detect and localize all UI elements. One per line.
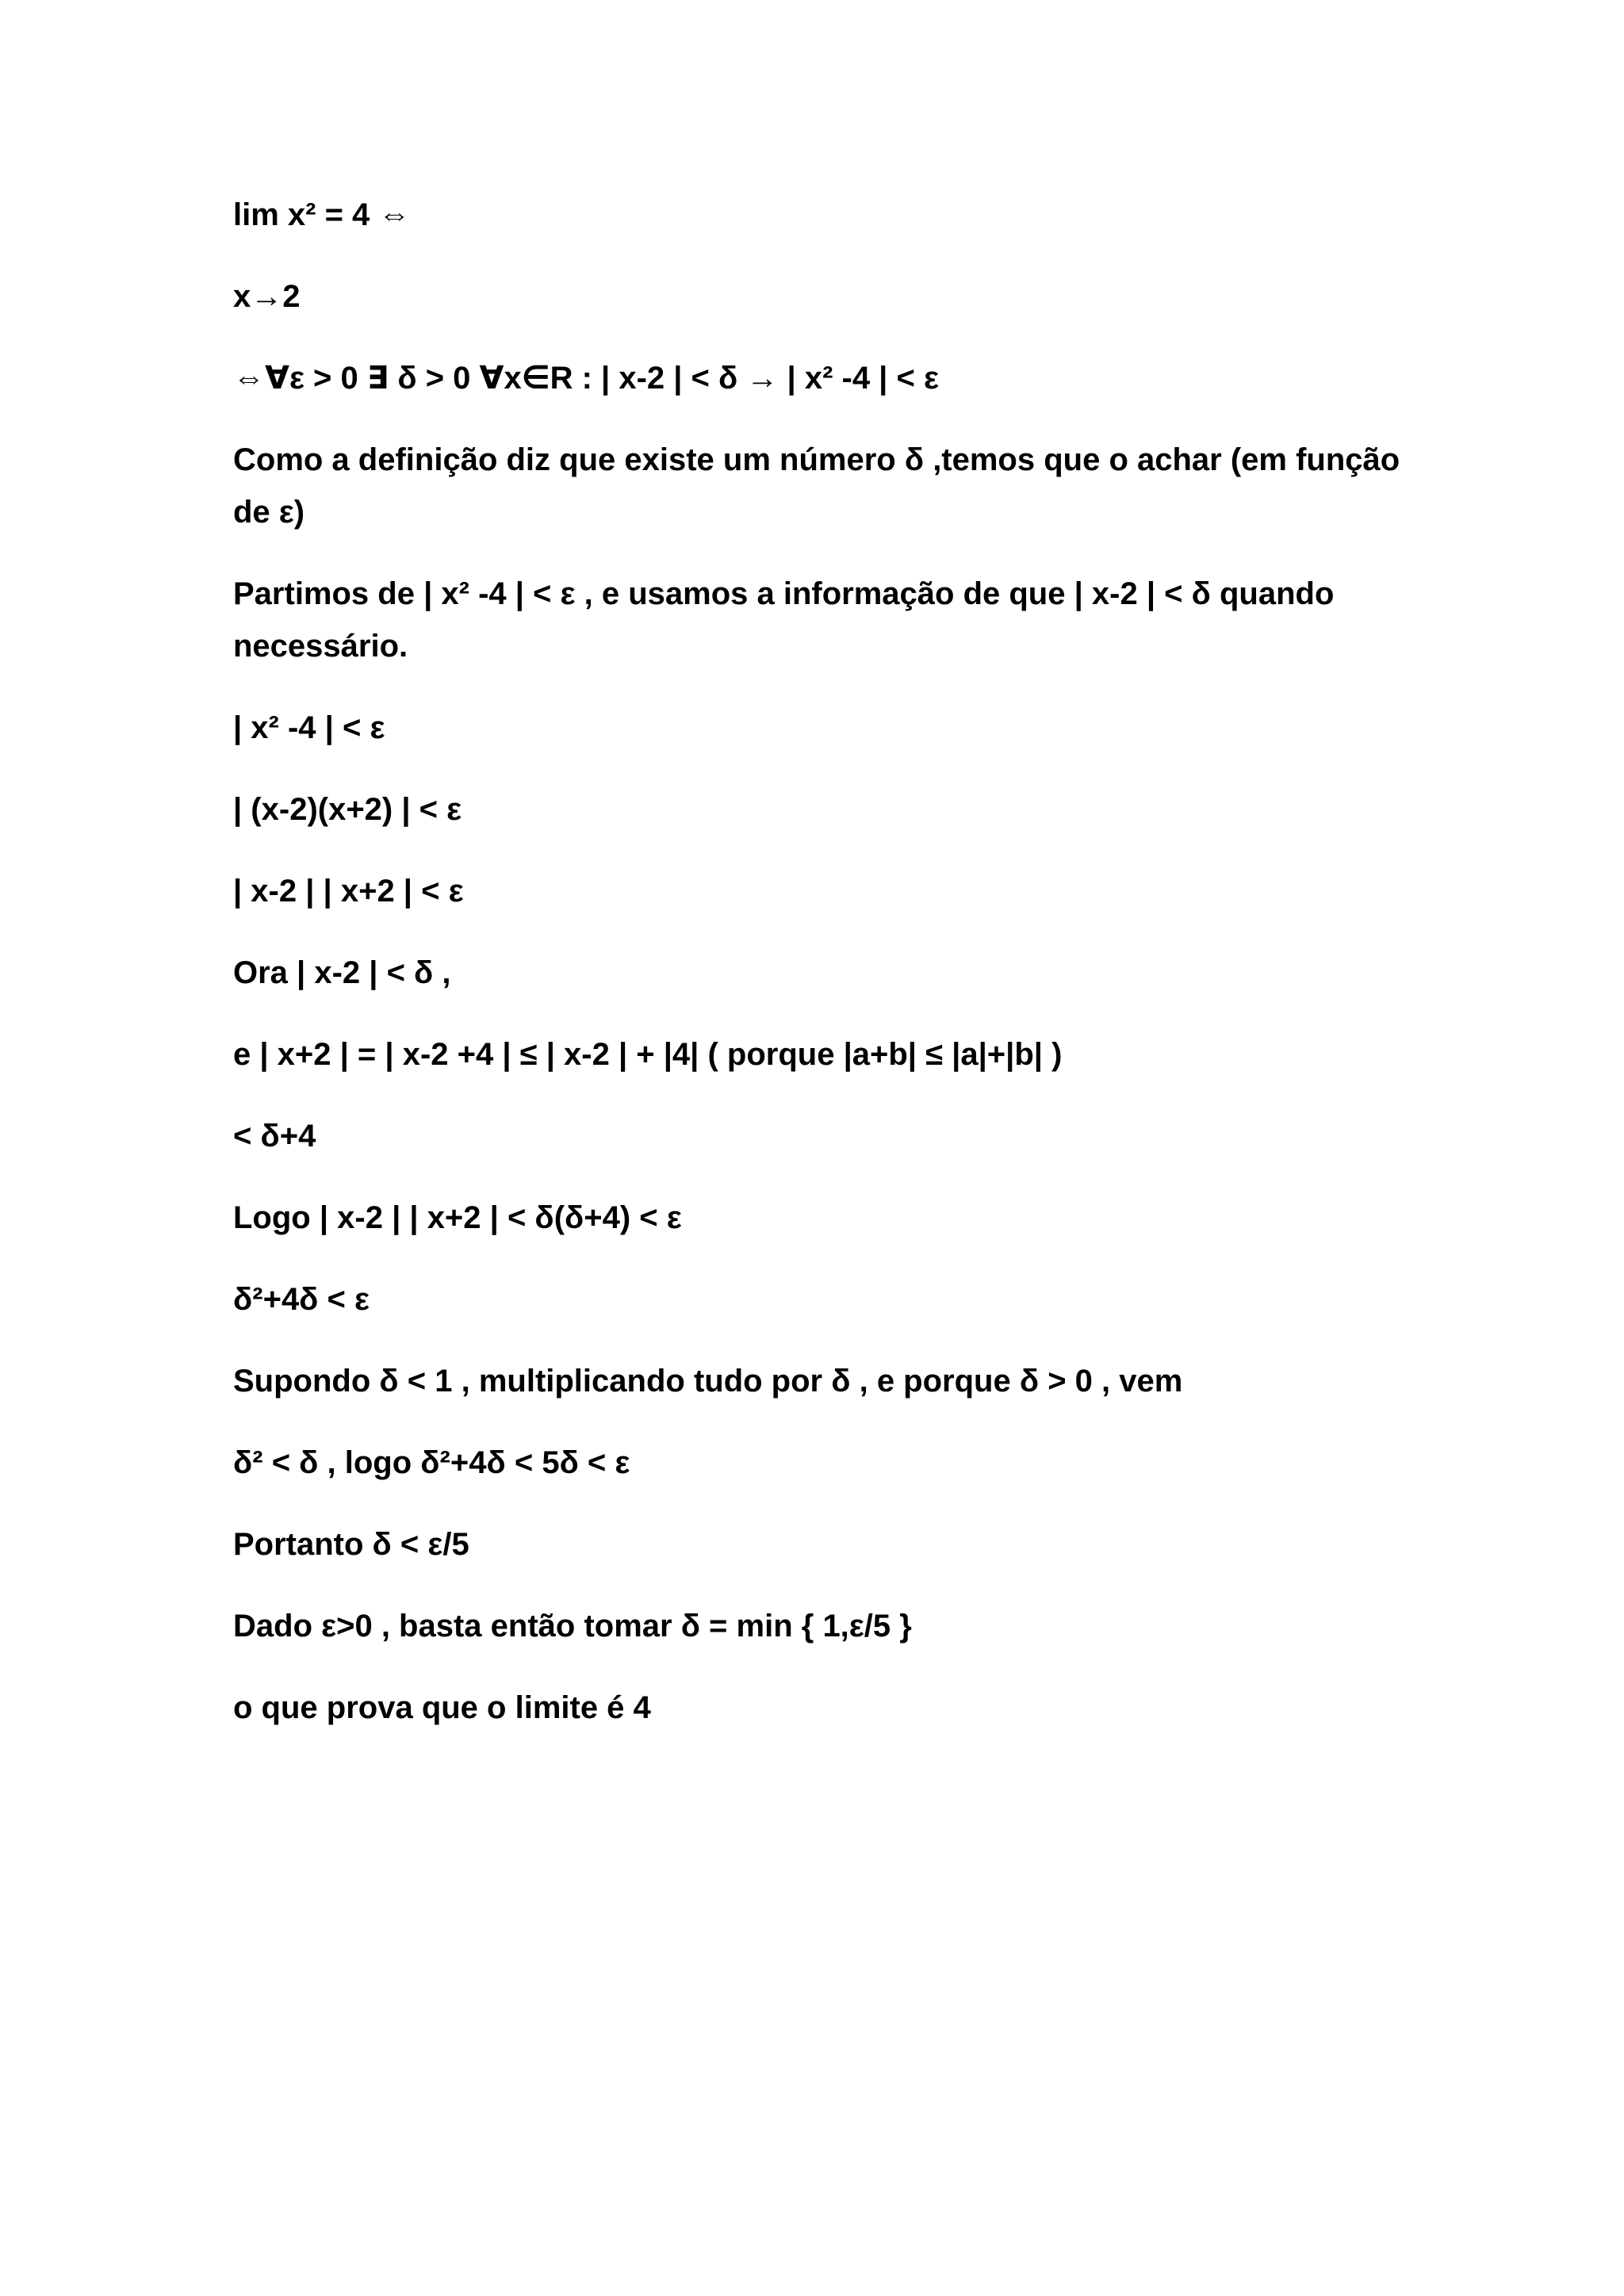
limit-statement-line: lim x² = 4 ⇔	[233, 197, 411, 232]
step-line-3: | x-2 | | x+2 | < ε	[233, 874, 464, 909]
simplification-line: δ² < δ , logo δ²+4δ < 5δ < ε	[233, 1445, 630, 1480]
epsilon-delta-definition-line: ⇔∀ε > 0 ∃ δ > 0 ∀x∈R : | x-2 | < δ → | x² -4 | < ε	[233, 361, 939, 396]
strategy-paragraph: Partimos de | x² -4 | < ε , e usamos a informação de que | x-2 | < δ quando necessário.	[233, 576, 1335, 664]
triangle-inequality-line: e | x+2 | = | x-2 +4 | ≤ | x-2 | + |4| ( porque |a+b| ≤ |a|+|b| )	[233, 1037, 1063, 1072]
step-line-2: | (x-2)(x+2) | < ε	[233, 792, 462, 827]
step-line-4: Ora | x-2 | < δ ,	[233, 955, 451, 990]
document-body	[233, 189, 1407, 1763]
explanation-paragraph: Como a definição diz que existe um número δ ,temos que o achar (em função de ε)	[233, 442, 1400, 530]
limit-subscript-line: x→2	[233, 279, 301, 314]
conclusion-line: o que prova que o limite é 4	[233, 1690, 651, 1725]
quadratic-bound-line: δ²+4δ < ε	[233, 1282, 370, 1317]
step-line-1: | x² -4 | < ε	[233, 710, 385, 745]
bound-line: < δ+4	[233, 1119, 316, 1154]
combined-bound-line: Logo | x-2 | | x+2 | < δ(δ+4) < ε	[233, 1200, 682, 1235]
choice-of-delta-line: Dado ε>0 , basta então tomar δ = min { 1,ε/5 }	[233, 1609, 912, 1644]
assumption-line: Supondo δ < 1 , multiplicando tudo por δ , e porque δ > 0 , vem	[233, 1364, 1183, 1399]
result-line: Portanto δ < ε/5	[233, 1527, 469, 1562]
